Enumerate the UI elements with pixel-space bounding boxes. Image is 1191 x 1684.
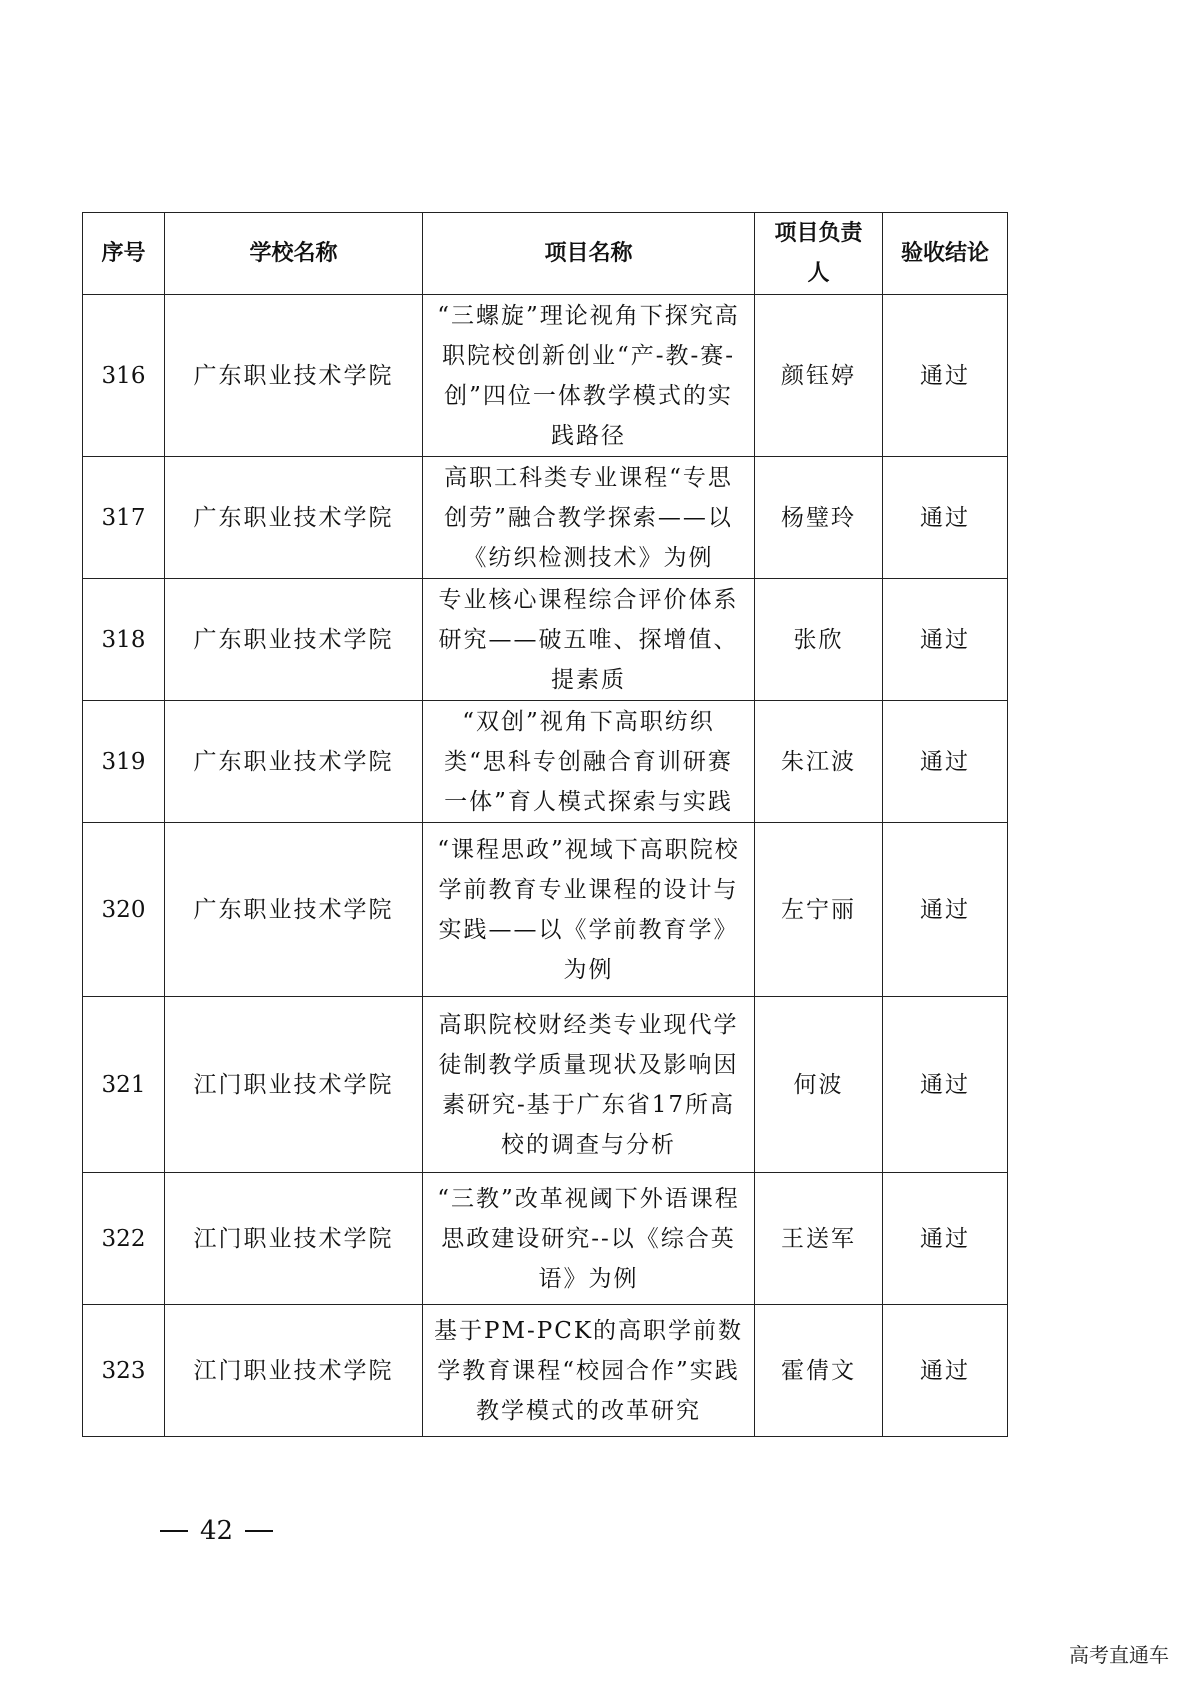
cell-no: 322 bbox=[83, 1173, 165, 1305]
project-table bbox=[82, 212, 1008, 1437]
cell-leader: 霍倩文 bbox=[755, 1305, 883, 1437]
cell-school: 广东职业技术学院 bbox=[165, 823, 423, 997]
cell-no: 321 bbox=[83, 997, 165, 1173]
cell-result: 通过 bbox=[883, 579, 1008, 701]
cell-no: 319 bbox=[83, 701, 165, 823]
cell-school: 广东职业技术学院 bbox=[165, 295, 423, 457]
cell-project: 高职工科类专业课程“专思创劳”融合教学探索——以《纺织检测技术》为例 bbox=[423, 457, 755, 579]
cell-no: 320 bbox=[83, 823, 165, 997]
cell-result: 通过 bbox=[883, 1305, 1008, 1437]
cell-project: “课程思政”视域下高职院校学前教育专业课程的设计与实践——以《学前教育学》为例 bbox=[423, 823, 755, 997]
table-row bbox=[83, 823, 1008, 997]
cell-project: “三教”改革视阈下外语课程思政建设研究--以《综合英语》为例 bbox=[423, 1173, 755, 1305]
table-row bbox=[83, 701, 1008, 823]
header-no: 序号 bbox=[83, 213, 165, 295]
table-row bbox=[83, 1305, 1008, 1437]
cell-leader: 何波 bbox=[755, 997, 883, 1173]
cell-school: 江门职业技术学院 bbox=[165, 1305, 423, 1437]
table-header-row bbox=[83, 213, 1008, 295]
cell-school: 江门职业技术学院 bbox=[165, 1173, 423, 1305]
cell-project: 专业核心课程综合评价体系研究——破五唯、探增值、提素质 bbox=[423, 579, 755, 701]
cell-leader: 杨璧玲 bbox=[755, 457, 883, 579]
table-row bbox=[83, 295, 1008, 457]
table-row bbox=[83, 1173, 1008, 1305]
cell-no: 316 bbox=[83, 295, 165, 457]
cell-result: 通过 bbox=[883, 457, 1008, 579]
cell-school: 广东职业技术学院 bbox=[165, 457, 423, 579]
table-row bbox=[83, 579, 1008, 701]
table-row bbox=[83, 997, 1008, 1173]
cell-result: 通过 bbox=[883, 997, 1008, 1173]
cell-result: 通过 bbox=[883, 701, 1008, 823]
cell-no: 323 bbox=[83, 1305, 165, 1437]
cell-no: 318 bbox=[83, 579, 165, 701]
cell-school: 江门职业技术学院 bbox=[165, 997, 423, 1173]
dash-left bbox=[160, 1530, 188, 1532]
cell-no: 317 bbox=[83, 457, 165, 579]
cell-result: 通过 bbox=[883, 823, 1008, 997]
header-leader: 项目负责人 bbox=[755, 213, 883, 295]
dash-right bbox=[245, 1530, 273, 1532]
cell-result: 通过 bbox=[883, 1173, 1008, 1305]
cell-project: 高职院校财经类专业现代学徒制教学质量现状及影响因素研究-基于广东省17所高校的调查与分析 bbox=[423, 997, 755, 1173]
cell-project: “双创”视角下高职纺织类“思科专创融合育训研赛一体”育人模式探索与实践 bbox=[423, 701, 755, 823]
cell-leader: 颜钰婷 bbox=[755, 295, 883, 457]
cell-leader: 左宁丽 bbox=[755, 823, 883, 997]
cell-school: 广东职业技术学院 bbox=[165, 701, 423, 823]
cell-project: “三螺旋”理论视角下探究高职院校创新创业“产-教-赛-创”四位一体教学模式的实践路径 bbox=[423, 295, 755, 457]
header-school: 学校名称 bbox=[165, 213, 423, 295]
watermark: 高考直通车 bbox=[1069, 1643, 1169, 1667]
table-row bbox=[83, 457, 1008, 579]
cell-school: 广东职业技术学院 bbox=[165, 579, 423, 701]
page-number bbox=[160, 1516, 273, 1546]
header-project: 项目名称 bbox=[423, 213, 755, 295]
cell-leader: 王送军 bbox=[755, 1173, 883, 1305]
page-number-text: 42 bbox=[200, 1516, 234, 1546]
cell-leader: 朱江波 bbox=[755, 701, 883, 823]
header-result: 验收结论 bbox=[883, 213, 1008, 295]
cell-leader: 张欣 bbox=[755, 579, 883, 701]
cell-project: 基于PM-PCK的高职学前数学教育课程“校园合作”实践教学模式的改革研究 bbox=[423, 1305, 755, 1437]
cell-result: 通过 bbox=[883, 295, 1008, 457]
